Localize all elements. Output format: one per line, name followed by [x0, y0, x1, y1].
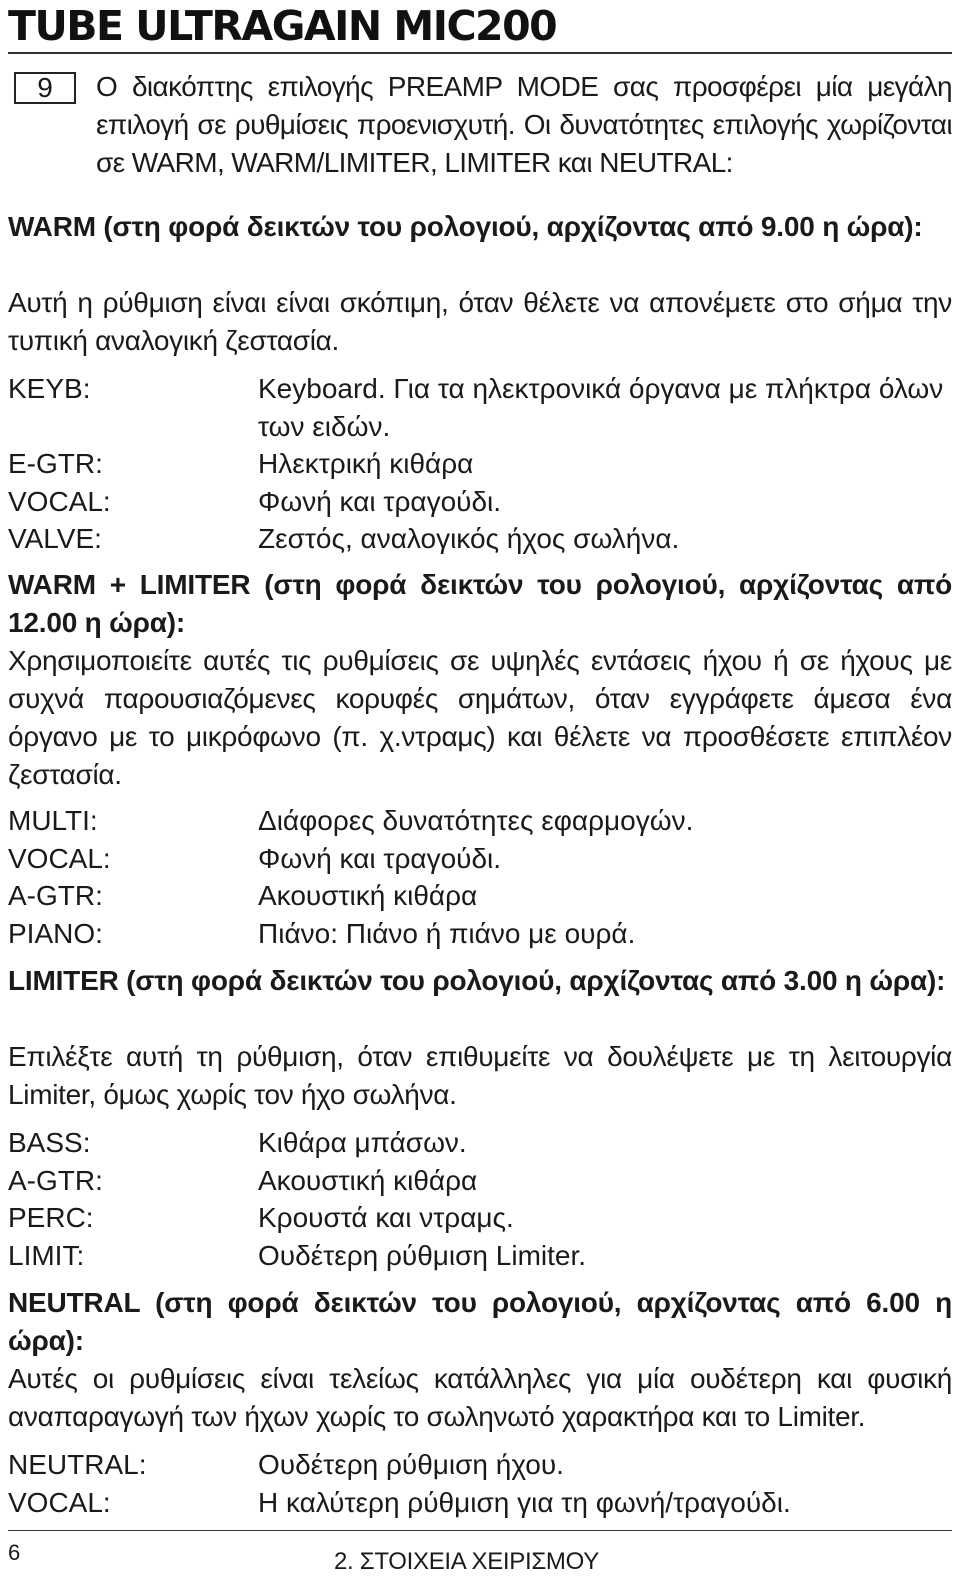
- list-item: [8, 483, 952, 521]
- section-heading-neutral: NEUTRAL (στη φορά δεικτών του ρολογιού, αρχίζοντας από 6.00 η ώρα):: [8, 1287, 952, 1356]
- setting-description: Η καλύτερη ρύθμιση για τη φωνή/τραγούδι.: [258, 1486, 791, 1518]
- list-item: [8, 1237, 952, 1275]
- setting-term: VALVE:: [8, 523, 102, 554]
- setting-description: Πιάνο: Πιάνο ή πιάνο με ουρά.: [258, 917, 636, 949]
- setting-description: Ζεστός, αναλογικός ήχος σωλήνα.: [258, 523, 680, 554]
- section-body-limiter: Επιλέξτε αυτή τη ρύθμιση, όταν επιθυμείτε να δουλέψετε με τη λειτουργία Limiter, όμως χωρίς τον ήχο σωλήνα.: [8, 1041, 952, 1110]
- list-item: [8, 445, 952, 483]
- setting-description: Φωνή και τραγούδι.: [258, 842, 502, 874]
- section-heading-warm-limiter: WARM + LIMITER (στη φορά δεικτών του ρολογιού, αρχίζοντας από 12.00 η ώρα):: [8, 569, 952, 638]
- setting-description: Κρουστά και ντραμς.: [258, 1202, 514, 1233]
- list-item: [8, 915, 952, 953]
- setting-term: KEYB:: [8, 373, 91, 404]
- section-body-warm: Αυτή η ρύθμιση είναι είναι σκόπιμη, όταν θέλετε να απονέμετε στο σήμα την τυπική αναλογική ζεστασία.: [8, 287, 952, 356]
- settings-list-limiter: [8, 1124, 952, 1274]
- setting-description: Ακουστική κιθάρα: [258, 1164, 478, 1196]
- setting-term: PIANO:: [8, 917, 103, 949]
- list-item: [8, 1124, 952, 1162]
- settings-list-neutral: [8, 1446, 952, 1521]
- list-item: [8, 370, 952, 445]
- setting-term: VOCAL:: [8, 1486, 111, 1518]
- section-heading-warm: WARM (στη φορά δεικτών του ρολογιού, αρχίζοντας από 9.00 η ώρα):: [8, 211, 923, 242]
- setting-description: Φωνή και τραγούδι.: [258, 485, 502, 517]
- setting-term: NEUTRAL:: [8, 1449, 147, 1480]
- section-heading-limiter: LIMITER (στη φορά δεικτών του ρολογιού, αρχίζοντας από 3.00 η ώρα):: [8, 965, 946, 996]
- list-item: [8, 520, 952, 558]
- section-body-warm-limiter: Χρησιμοποιείτε αυτές τις ρυθμίσεις σε υψηλές εντάσεις ήχου ή σε ήχους με συχνά παρουσιαζόμενες κορυφές σημάτων, όταν εγγράφετε άμεσα ένα όργανο με το μικρόφωνο (π. χ.ντραμς) και θέλετε να προσθέσετε επιπλέον ζεστασία.: [8, 645, 952, 790]
- list-item: [8, 1199, 952, 1237]
- list-item: [8, 840, 952, 878]
- setting-term: E-GTR:: [8, 448, 103, 479]
- page-number: 6: [8, 1540, 21, 1565]
- setting-term: PERC:: [8, 1202, 94, 1233]
- list-item: [8, 1484, 952, 1522]
- setting-term: BASS:: [8, 1127, 91, 1158]
- setting-term: A-GTR:: [8, 880, 103, 911]
- footer-rule: [8, 1530, 952, 1531]
- header-rule: [8, 52, 952, 54]
- footer-section-title: 2. ΣΤΟΙΧΕΙΑ ΧΕΙΡΙΣΜΟΥ: [334, 1548, 599, 1575]
- setting-description: Κιθάρα μπάσων.: [258, 1127, 467, 1158]
- list-item: [8, 877, 952, 915]
- settings-list-warm-limiter: [8, 802, 952, 952]
- list-item: [8, 1446, 952, 1484]
- item-number-box: 9: [14, 72, 76, 104]
- setting-description: Ουδέτερη ρύθμιση Limiter.: [258, 1239, 587, 1271]
- setting-term: VOCAL:: [8, 485, 111, 517]
- page-title: TUBE ULTRAGAIN MIC200: [8, 2, 557, 50]
- setting-description: Ηλεκτρική κιθάρα: [258, 448, 474, 479]
- setting-term: MULTI:: [8, 805, 98, 836]
- setting-description: Ακουστική κιθάρα: [258, 880, 478, 911]
- section-body-neutral: Αυτές οι ρυθμίσεις είναι τελείως κατάλληλες για μία ουδέτερη και φυσική αναπαραγωγή των ήχων χωρίς το σωληνωτό χαρακτήρα και το Limiter.: [8, 1363, 952, 1432]
- setting-description: Keyboard. Για τα ηλεκτρονικά όργανα με πλήκτρα όλων των ειδών.: [258, 373, 944, 442]
- setting-description: Διάφορες δυνατότητες εφαρμογών.: [258, 805, 694, 836]
- intro-text: Ο διακόπτης επιλογής PREAMP MODE σας προσφέρει μία μεγάλη επιλογή σε ρυθμίσεις προενισχυτή. Οι δυνατότητες επιλογής χωρίζονται σε WARM, WARM/LIMITER, LIMITER και NEUTRAL:: [96, 71, 952, 178]
- setting-term: VOCAL:: [8, 842, 111, 874]
- setting-description: Ουδέτερη ρύθμιση ήχου.: [258, 1449, 564, 1480]
- settings-list-warm: [8, 370, 952, 558]
- list-item: [8, 802, 952, 840]
- list-item: [8, 1162, 952, 1200]
- intro-paragraph: [8, 66, 952, 186]
- setting-term: LIMIT:: [8, 1239, 85, 1271]
- setting-term: A-GTR:: [8, 1164, 103, 1196]
